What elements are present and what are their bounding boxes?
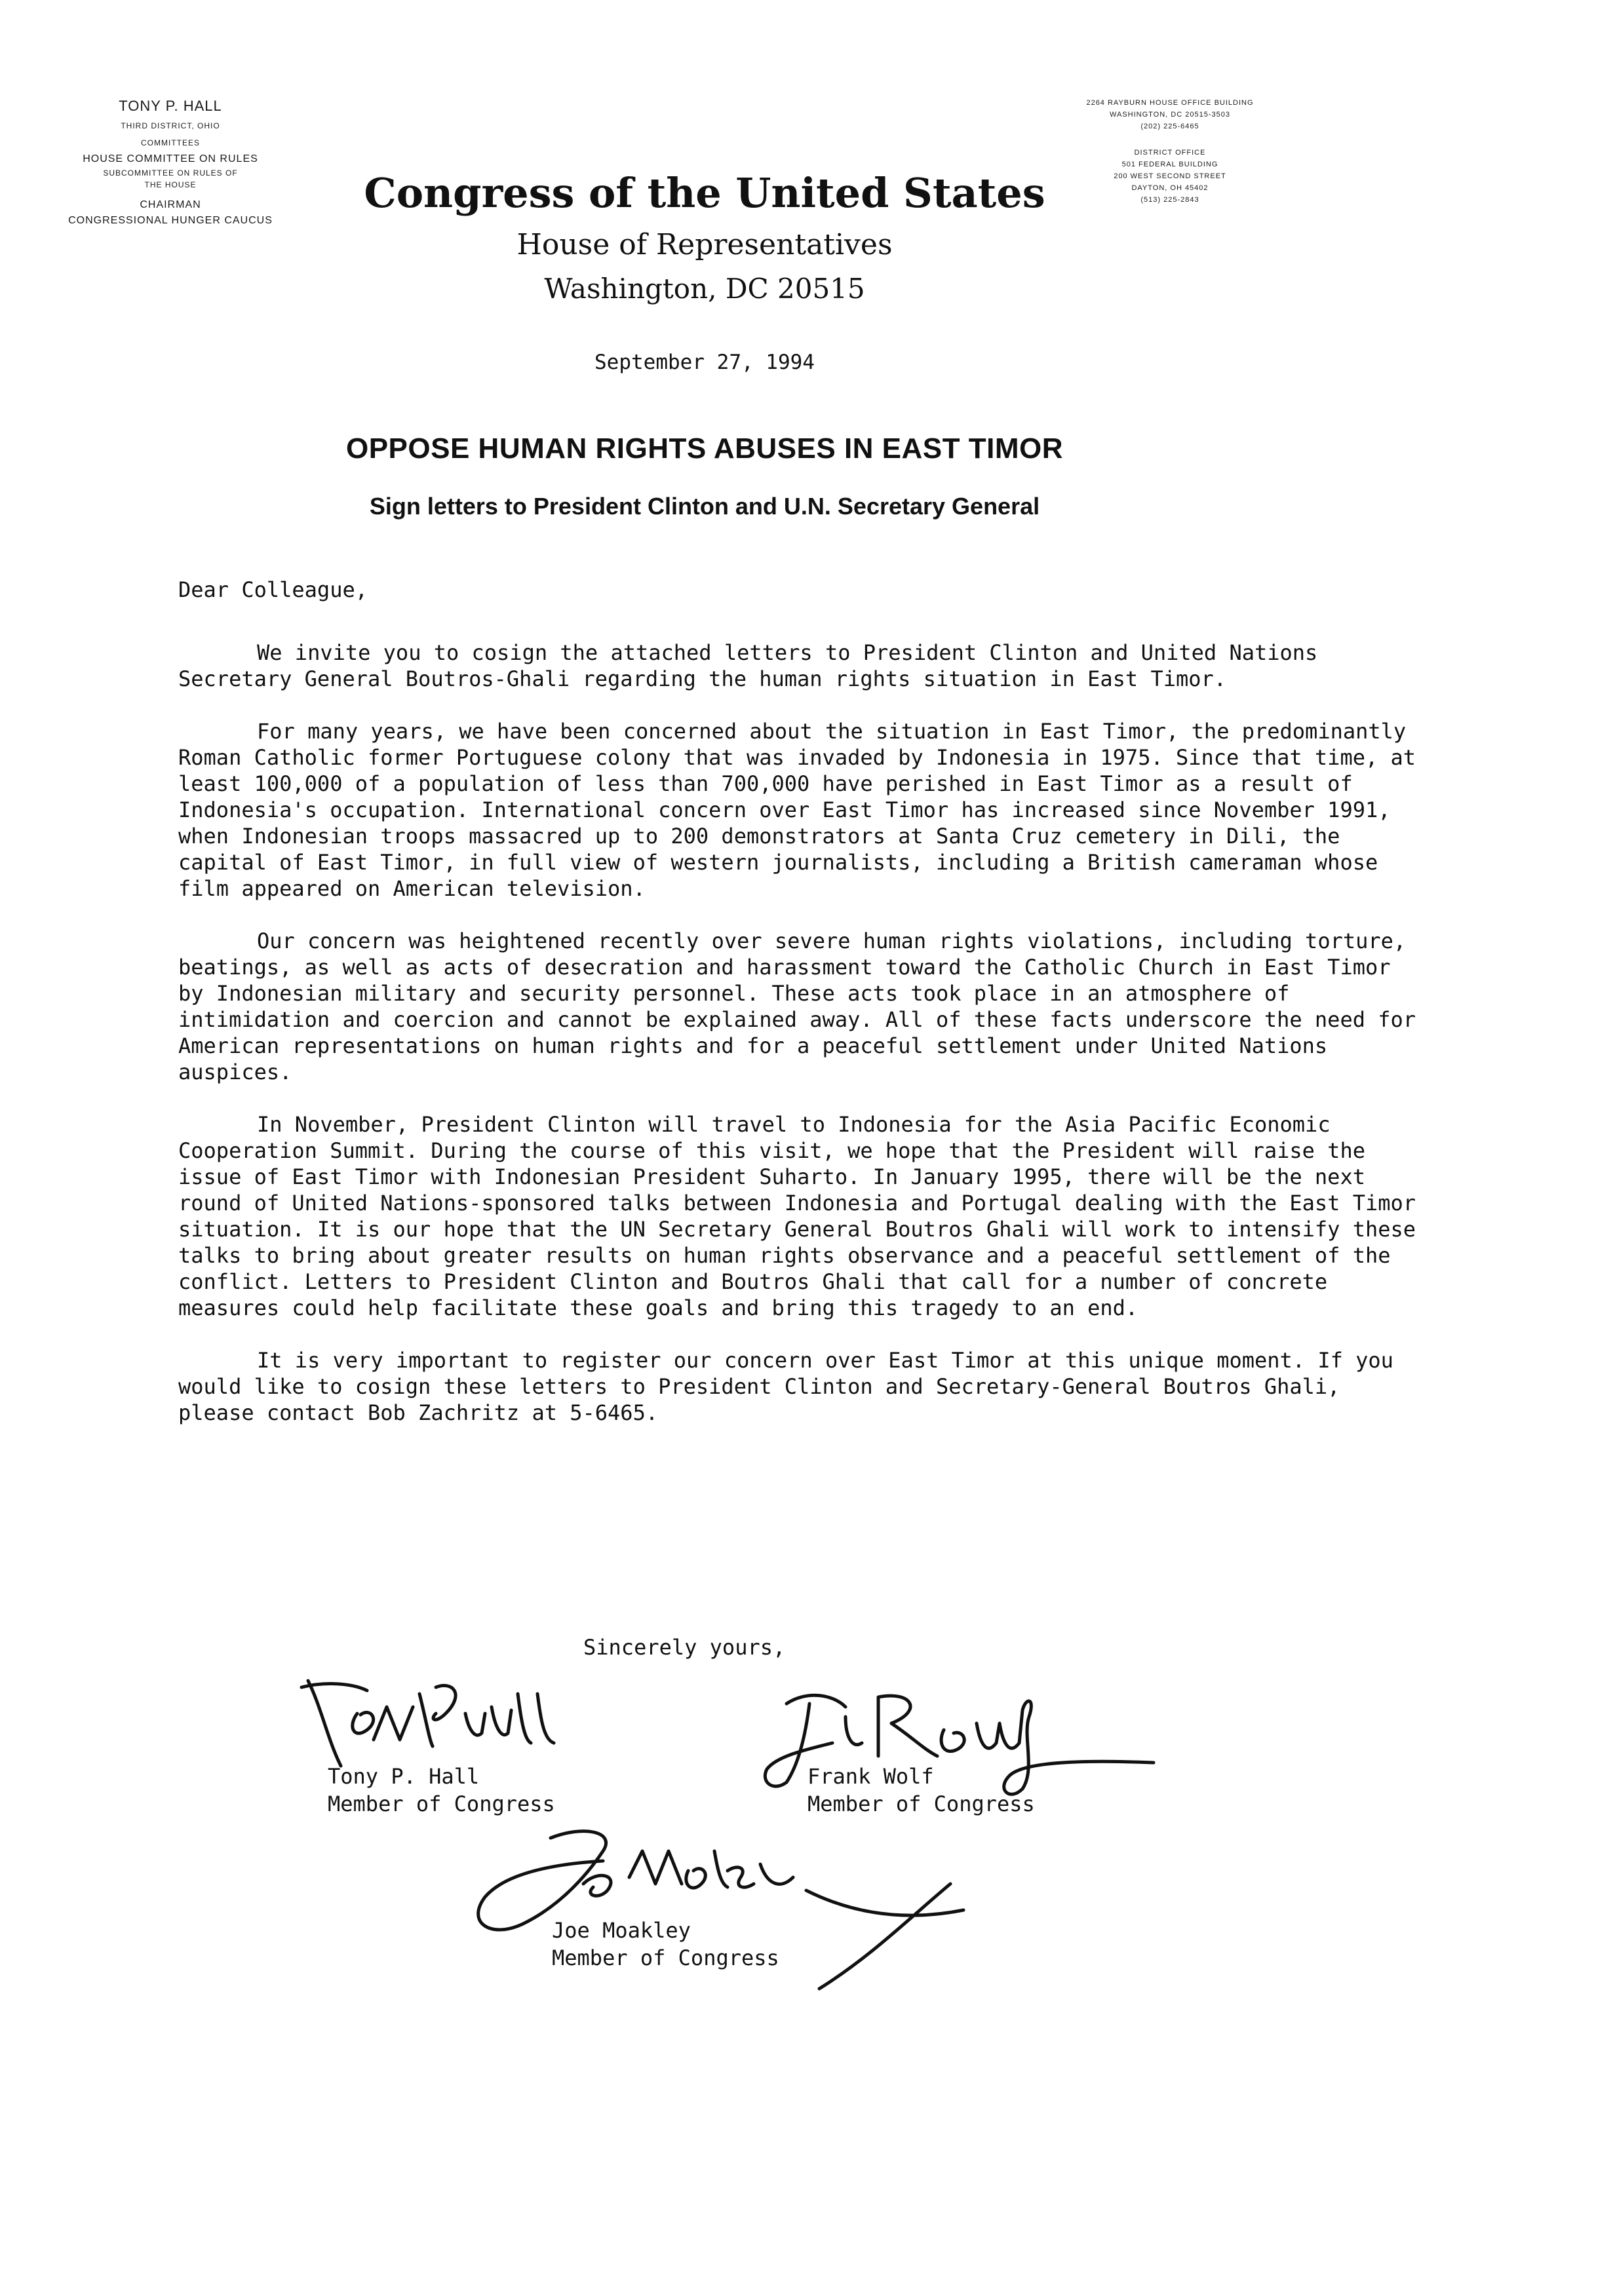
paragraph: In November, President Clinton will travel to Indonesia for the Asia Pacific Economic Cooperation Summit. During the course of this visit, we hope that the President will raise the issue of East Timor with Indonesian President Suharto. In January 1995, there will be the next round of United Nations-sponsored talks between Indonesia and Portugal dealing with the East Timor situation. It is our hope that the UN Secretary General Boutros Ghali will work to intensify these talks to bring about greater results on human rights observance and a peaceful settlement of the conflict. Letters to President Clinton and Boutros Ghali that call for a number of concrete measures could help facilitate these goals and bring this tragedy to an end.	[178, 1112, 1416, 1320]
district-office-address	[1062, 147, 1278, 206]
signatory-name: Joe Moakley	[552, 1918, 691, 1943]
subcommittee-line-1: SUBCOMMITTEE ON RULES OF	[103, 168, 238, 178]
member-district: THIRD DISTRICT, OHIO	[121, 121, 220, 130]
congress-title: Congress of the United States	[364, 169, 1045, 217]
signatory-name: Tony P. Hall	[328, 1764, 480, 1789]
masthead	[328, 167, 1081, 309]
district-office-line-1: 501 FEDERAL BUILDING	[1121, 161, 1218, 168]
salutation: Dear Colleague,	[178, 577, 368, 602]
letterhead-left	[39, 95, 302, 229]
signature-joe-moakley	[452, 1812, 990, 2008]
paragraph: It is very important to register our concern over East Timor at this unique moment. If you would like to cosign these letters to President Clinton and Secretary-General Boutros Ghali, please contact Bob Zachritz at 5-6465.	[178, 1348, 1393, 1425]
dc-office-address	[1062, 97, 1278, 132]
letter-body	[178, 577, 1424, 1452]
signatory-block-hall	[328, 1763, 555, 1818]
dc-office-line-2: WASHINGTON, DC 20515-3503	[1110, 111, 1230, 119]
closing: Sincerely yours,	[583, 1635, 786, 1660]
district-office-label: DISTRICT OFFICE	[1134, 149, 1206, 157]
signatory-title: Member of Congress	[808, 1791, 1035, 1816]
dc-office-line-1: 2264 RAYBURN HOUSE OFFICE BUILDING	[1086, 99, 1254, 107]
dc-office-phone: (202) 225-6465	[1140, 123, 1199, 130]
paragraph: Our concern was heightened recently over severe human rights violations, including torture, beatings, as well as acts of desecration and harassment toward the Catholic Church in East Timor by Indonesian military and security personnel. These acts took place in an atmosphere of intimidation and coercion and cannot be explained away. All of these facts underscore the need for American representations on human rights and for a peaceful settlement under United Nations auspices.	[178, 928, 1416, 1084]
subheadline: Sign letters to President Clinton and U.N. Secretary General	[369, 493, 1040, 520]
letterhead-right	[1062, 97, 1278, 220]
district-office-line-3: DAYTON, OH 45402	[1131, 184, 1209, 192]
headline: OPPOSE HUMAN RIGHTS ABUSES IN EAST TIMOR	[345, 432, 1063, 465]
house-title: House of Representatives	[516, 228, 893, 261]
caucus-name: CONGRESSIONAL HUNGER CAUCUS	[68, 215, 273, 226]
signatory-block-moakley	[552, 1917, 779, 1972]
chairman-role: CHAIRMAN	[140, 199, 201, 210]
committees-label: COMMITTEES	[141, 138, 200, 147]
member-name: TONY P. HALL	[119, 98, 222, 114]
signatory-title: Member of Congress	[552, 1945, 779, 1970]
district-office-phone: (513) 225-2843	[1140, 196, 1199, 204]
signatory-name: Frank Wolf	[808, 1764, 934, 1789]
signatory-block-wolf	[808, 1763, 1035, 1818]
signatory-title: Member of Congress	[328, 1791, 555, 1816]
city-line: Washington, DC 20515	[544, 273, 865, 305]
subcommittee-line-2: THE HOUSE	[144, 180, 197, 189]
committee-name: HOUSE COMMITTEE ON RULES	[83, 153, 258, 164]
letter-date: September 27, 1994	[594, 351, 815, 374]
district-office-line-2: 200 WEST SECOND STREET	[1114, 172, 1226, 180]
paragraph: We invite you to cosign the attached letters to President Clinton and United Nations Secretary General Boutros-Ghali regarding the human rights situation in East Timor.	[178, 640, 1318, 691]
paragraph: For many years, we have been concerned about the situation in East Timor, the predominantly Roman Catholic former Portuguese colony that was invaded by Indonesia in 1975. Since that time, at least 100,000 of a population of less than 700,000 have perished in East Timor as a result of Indonesia's occupation. International concern over East Timor has increased since November 1991, when Indonesian troops massacred up to 200 demonstrators at Santa Cruz cemetery in Dili, the capital of East Timor, in full view of western journalists, including a British cameraman whose film appeared on American television.	[178, 719, 1416, 901]
